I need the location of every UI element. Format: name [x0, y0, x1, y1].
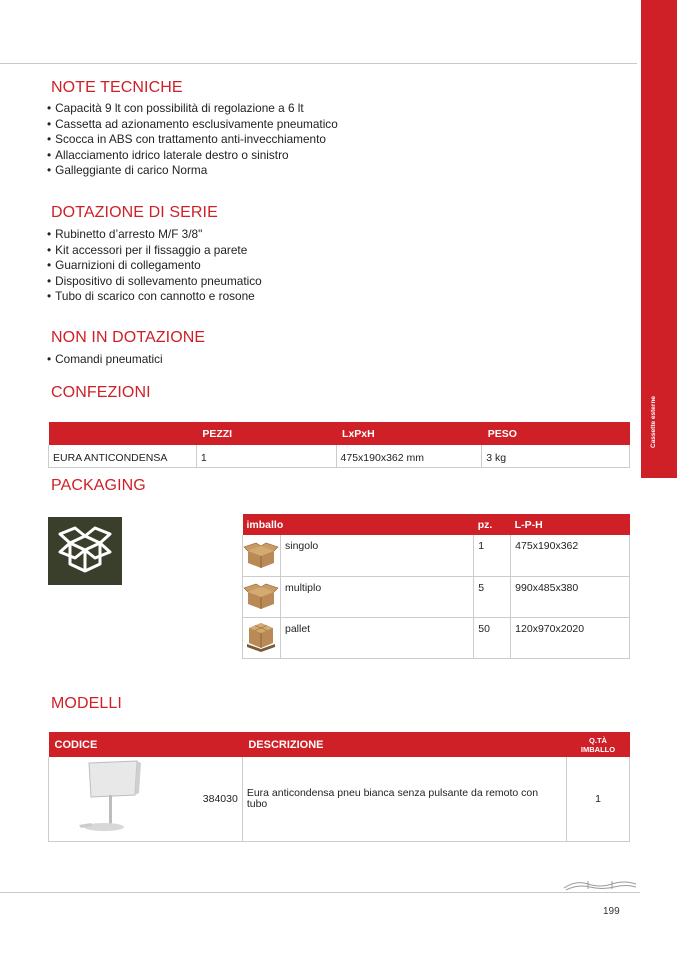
table-cell: 475x190x362 mm	[336, 445, 482, 467]
table-cell: EURA ANTICONDENSA	[49, 445, 197, 467]
table-cell: 1	[196, 445, 336, 467]
table-cell-qta: 1	[567, 757, 630, 841]
table-header: PESO	[482, 422, 630, 445]
table-row	[243, 535, 630, 576]
heading-non-dotazione: NON IN DOTAZIONE	[51, 329, 206, 346]
table-header: imballo	[243, 514, 474, 535]
pallet-icon	[243, 617, 281, 658]
list-item: • Tubo di scarico con cannotto e rosone	[47, 289, 262, 305]
table-cell: 120x970x2020	[511, 617, 630, 658]
list-item: • Cassetta ad azionamento esclusivamente pneumatico	[47, 117, 338, 133]
table-header	[160, 732, 242, 757]
page-number: 199	[603, 906, 620, 917]
list-item: • Capacità 9 lt con possibilità di regolazione a 6 lt	[47, 101, 338, 117]
box-icon	[48, 517, 122, 585]
table-cell: multiplo	[280, 576, 473, 617]
table-cell-descrizione: Eura anticondensa pneu bianca senza pulsante da remoto con tubo	[242, 757, 566, 841]
table-cell: 50	[474, 617, 511, 658]
side-tab	[641, 0, 677, 478]
list-item: • Dispositivo di sollevamento pneumatico	[47, 274, 262, 290]
table-header: DESCRIZIONE	[242, 732, 566, 757]
table-header-row	[49, 732, 630, 757]
modelli-table	[48, 732, 630, 842]
list-item: • Comandi pneumatici	[47, 352, 163, 368]
table-cell: 3 kg	[482, 445, 630, 467]
list-item: • Galleggiante di carico Norma	[47, 163, 338, 179]
heading-modelli: MODELLI	[51, 695, 122, 712]
list-item: • Rubinetto d’arresto M/F 3/8"	[47, 227, 262, 243]
table-cell: singolo	[280, 535, 473, 576]
imballo-label: IMBALLO	[580, 744, 616, 754]
heading-confezioni: CONFEZIONI	[51, 384, 151, 401]
confezioni-table	[48, 422, 630, 468]
single-box-icon	[243, 535, 281, 576]
table-header: pz.	[474, 514, 511, 535]
table-row	[49, 445, 630, 467]
list-item: • Kit accessori per il fissaggio a parete	[47, 243, 262, 259]
table-row	[49, 757, 630, 841]
table-header	[49, 422, 197, 445]
table-header-row	[243, 514, 630, 535]
table-header: CODICE	[49, 732, 161, 757]
top-divider	[0, 63, 637, 64]
list-dotazione	[47, 227, 262, 305]
heading-packaging: PACKAGING	[51, 477, 146, 494]
table-cell: 990x485x380	[511, 576, 630, 617]
qta-label: Q.TÀ	[589, 735, 607, 745]
side-tab-label	[648, 424, 677, 448]
table-row	[243, 576, 630, 617]
table-header-qta	[567, 732, 630, 757]
product-image	[49, 757, 161, 841]
table-cell: pallet	[280, 617, 473, 658]
table-row	[243, 617, 630, 658]
list-item: • Allacciamento idrico laterale destro o sinistro	[47, 148, 338, 164]
list-non-dotazione	[47, 352, 163, 368]
table-cell-codice: 384030	[160, 757, 242, 841]
table-header: LxPxH	[336, 422, 482, 445]
table-header: PEZZI	[196, 422, 336, 445]
table-cell: 1	[474, 535, 511, 576]
list-item: • Guarnizioni di collegamento	[47, 258, 262, 274]
list-item: • Scocca in ABS con trattamento anti-invecchiamento	[47, 132, 338, 148]
decorative-wave-icon	[562, 878, 638, 892]
table-header-row	[49, 422, 630, 445]
table-header: L-P-H	[511, 514, 630, 535]
bottom-divider	[0, 892, 640, 893]
list-note-tecniche	[47, 101, 338, 179]
heading-note-tecniche: NOTE TECNICHE	[51, 79, 183, 96]
packaging-table	[242, 514, 630, 659]
table-cell: 5	[474, 576, 511, 617]
multiple-box-icon	[243, 576, 281, 617]
heading-dotazione: DOTAZIONE DI SERIE	[51, 204, 218, 221]
table-cell: 475x190x362	[511, 535, 630, 576]
